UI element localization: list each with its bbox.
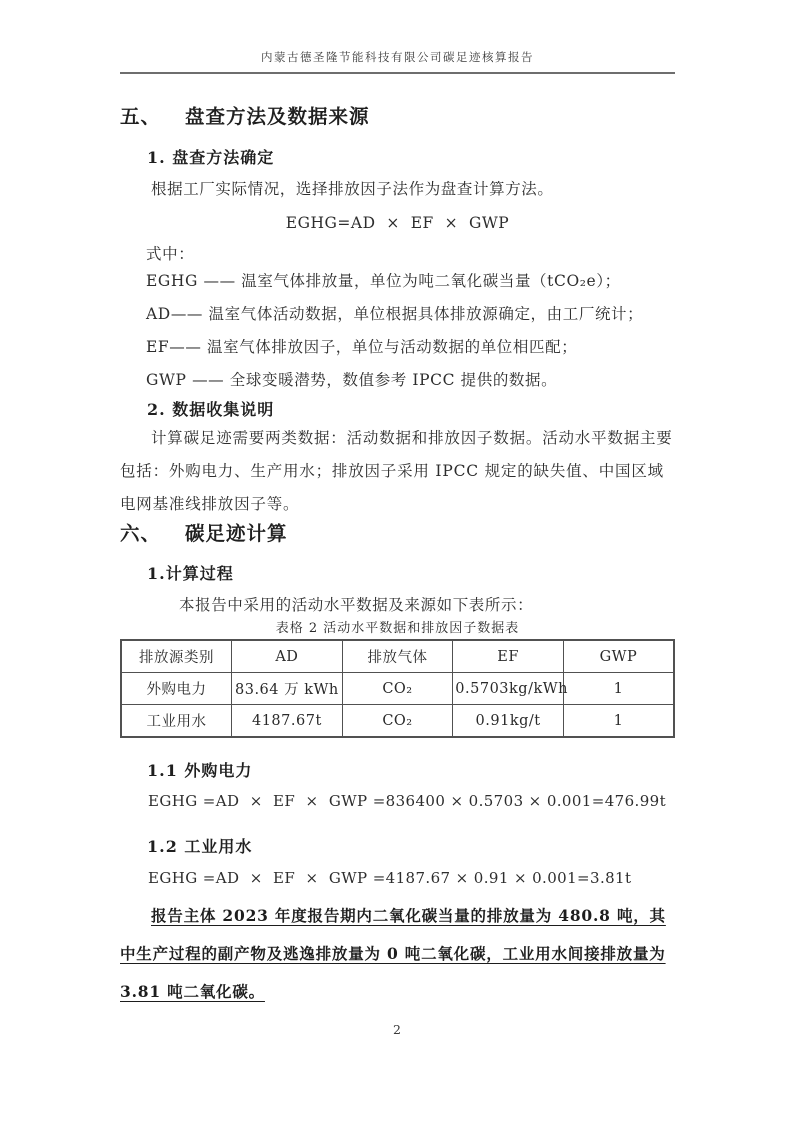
definition-ef: EF—— 温室气体排放因子，单位与活动数据的单位相匹配； bbox=[146, 338, 578, 356]
ghg-formula: EGHG=AD × EF × GWP bbox=[285, 214, 510, 232]
page-content bbox=[120, 0, 675, 1011]
cell-source: 外购电力 bbox=[121, 673, 232, 705]
subheading-electricity: 1.1 外购电力 bbox=[147, 761, 253, 780]
section-5-number: 五、 bbox=[120, 105, 162, 128]
header-cell-gwp: GWP bbox=[563, 640, 674, 673]
page-header bbox=[120, 0, 675, 74]
cell-gwp: 1 bbox=[563, 673, 674, 705]
section-5-heading bbox=[120, 104, 675, 130]
calc-formula-electricity: EGHG =AD × EF × GWP =836400 × 0.5703 × 0.001=476.99t bbox=[148, 792, 667, 810]
data-collection-paragraph: 计算碳足迹需要两类数据：活动数据和排放因子数据。活动水平数据主要包括：外购电力、生产用水；排放因子采用 IPCC 规定的缺失值、中国区域电网基准线排放因子等。 bbox=[120, 429, 673, 513]
calc-formula-water: EGHG =AD × EF × GWP =4187.67 × 0.91 × 0.001=3.81t bbox=[148, 869, 632, 887]
header-cell-ad: AD bbox=[232, 640, 343, 673]
page-number: 2 bbox=[393, 1022, 401, 1037]
definition-ad: AD—— 温室气体活动数据，单位根据具体排放源确定，由工厂统计； bbox=[146, 305, 644, 323]
section-6-title: 碳足迹计算 bbox=[185, 522, 288, 545]
activity-data-table bbox=[120, 639, 675, 738]
definition-eghg: EGHG —— 温室气体排放量，单位为吨二氧化碳当量（tCO₂e）； bbox=[146, 272, 621, 290]
section-5-title: 盘查方法及数据来源 bbox=[185, 105, 370, 128]
subheading-method: 1. 盘查方法确定 bbox=[147, 148, 275, 167]
conclusion-text: 报告主体 2023 年度报告期内二氧化碳当量的排放量为 480.8 吨，其中生产过程的副产物及逃逸排放量为 0 吨二氧化碳，工业用水间接排放量为 3.81 吨二氧化碳。 bbox=[120, 906, 666, 1001]
subheading-water: 1.2 工业用水 bbox=[147, 837, 253, 856]
cell-ef: 0.91kg/t bbox=[453, 705, 564, 738]
subheading-calc-process: 1.计算过程 bbox=[147, 564, 234, 583]
subheading-data-collection: 2. 数据收集说明 bbox=[147, 400, 275, 419]
cell-source: 工业用水 bbox=[121, 705, 232, 738]
table-row bbox=[121, 673, 674, 705]
section-6-number: 六、 bbox=[120, 522, 162, 545]
definition-gwp: GWP —— 全球变暖潜势，数值参考 IPCC 提供的数据。 bbox=[146, 371, 558, 389]
table-intro: 本报告中采用的活动水平数据及来源如下表所示： bbox=[179, 596, 534, 614]
conclusion-paragraph bbox=[120, 897, 675, 1011]
cell-gwp: 1 bbox=[563, 705, 674, 738]
header-cell-ef: EF bbox=[453, 640, 564, 673]
section-6-heading bbox=[120, 521, 675, 547]
table-header-row bbox=[121, 640, 674, 673]
cell-gas: CO₂ bbox=[342, 673, 453, 705]
cell-ad: 4187.67t bbox=[232, 705, 343, 738]
header-title: 内蒙古德圣隆节能科技有限公司碳足迹核算报告 bbox=[261, 50, 534, 64]
table-row bbox=[121, 705, 674, 738]
cell-ef: 0.5703kg/kWh bbox=[453, 673, 564, 705]
cell-gas: CO₂ bbox=[342, 705, 453, 738]
method-paragraph: 根据工厂实际情况，选择排放因子法作为盘查计算方法。 bbox=[151, 180, 554, 198]
header-cell-source: 排放源类别 bbox=[121, 640, 232, 673]
where-label: 式中： bbox=[146, 245, 195, 263]
cell-ad: 83.64 万 kWh bbox=[232, 673, 343, 705]
table-caption: 表格 2 活动水平数据和排放因子数据表 bbox=[275, 621, 520, 636]
header-cell-gas: 排放气体 bbox=[342, 640, 453, 673]
